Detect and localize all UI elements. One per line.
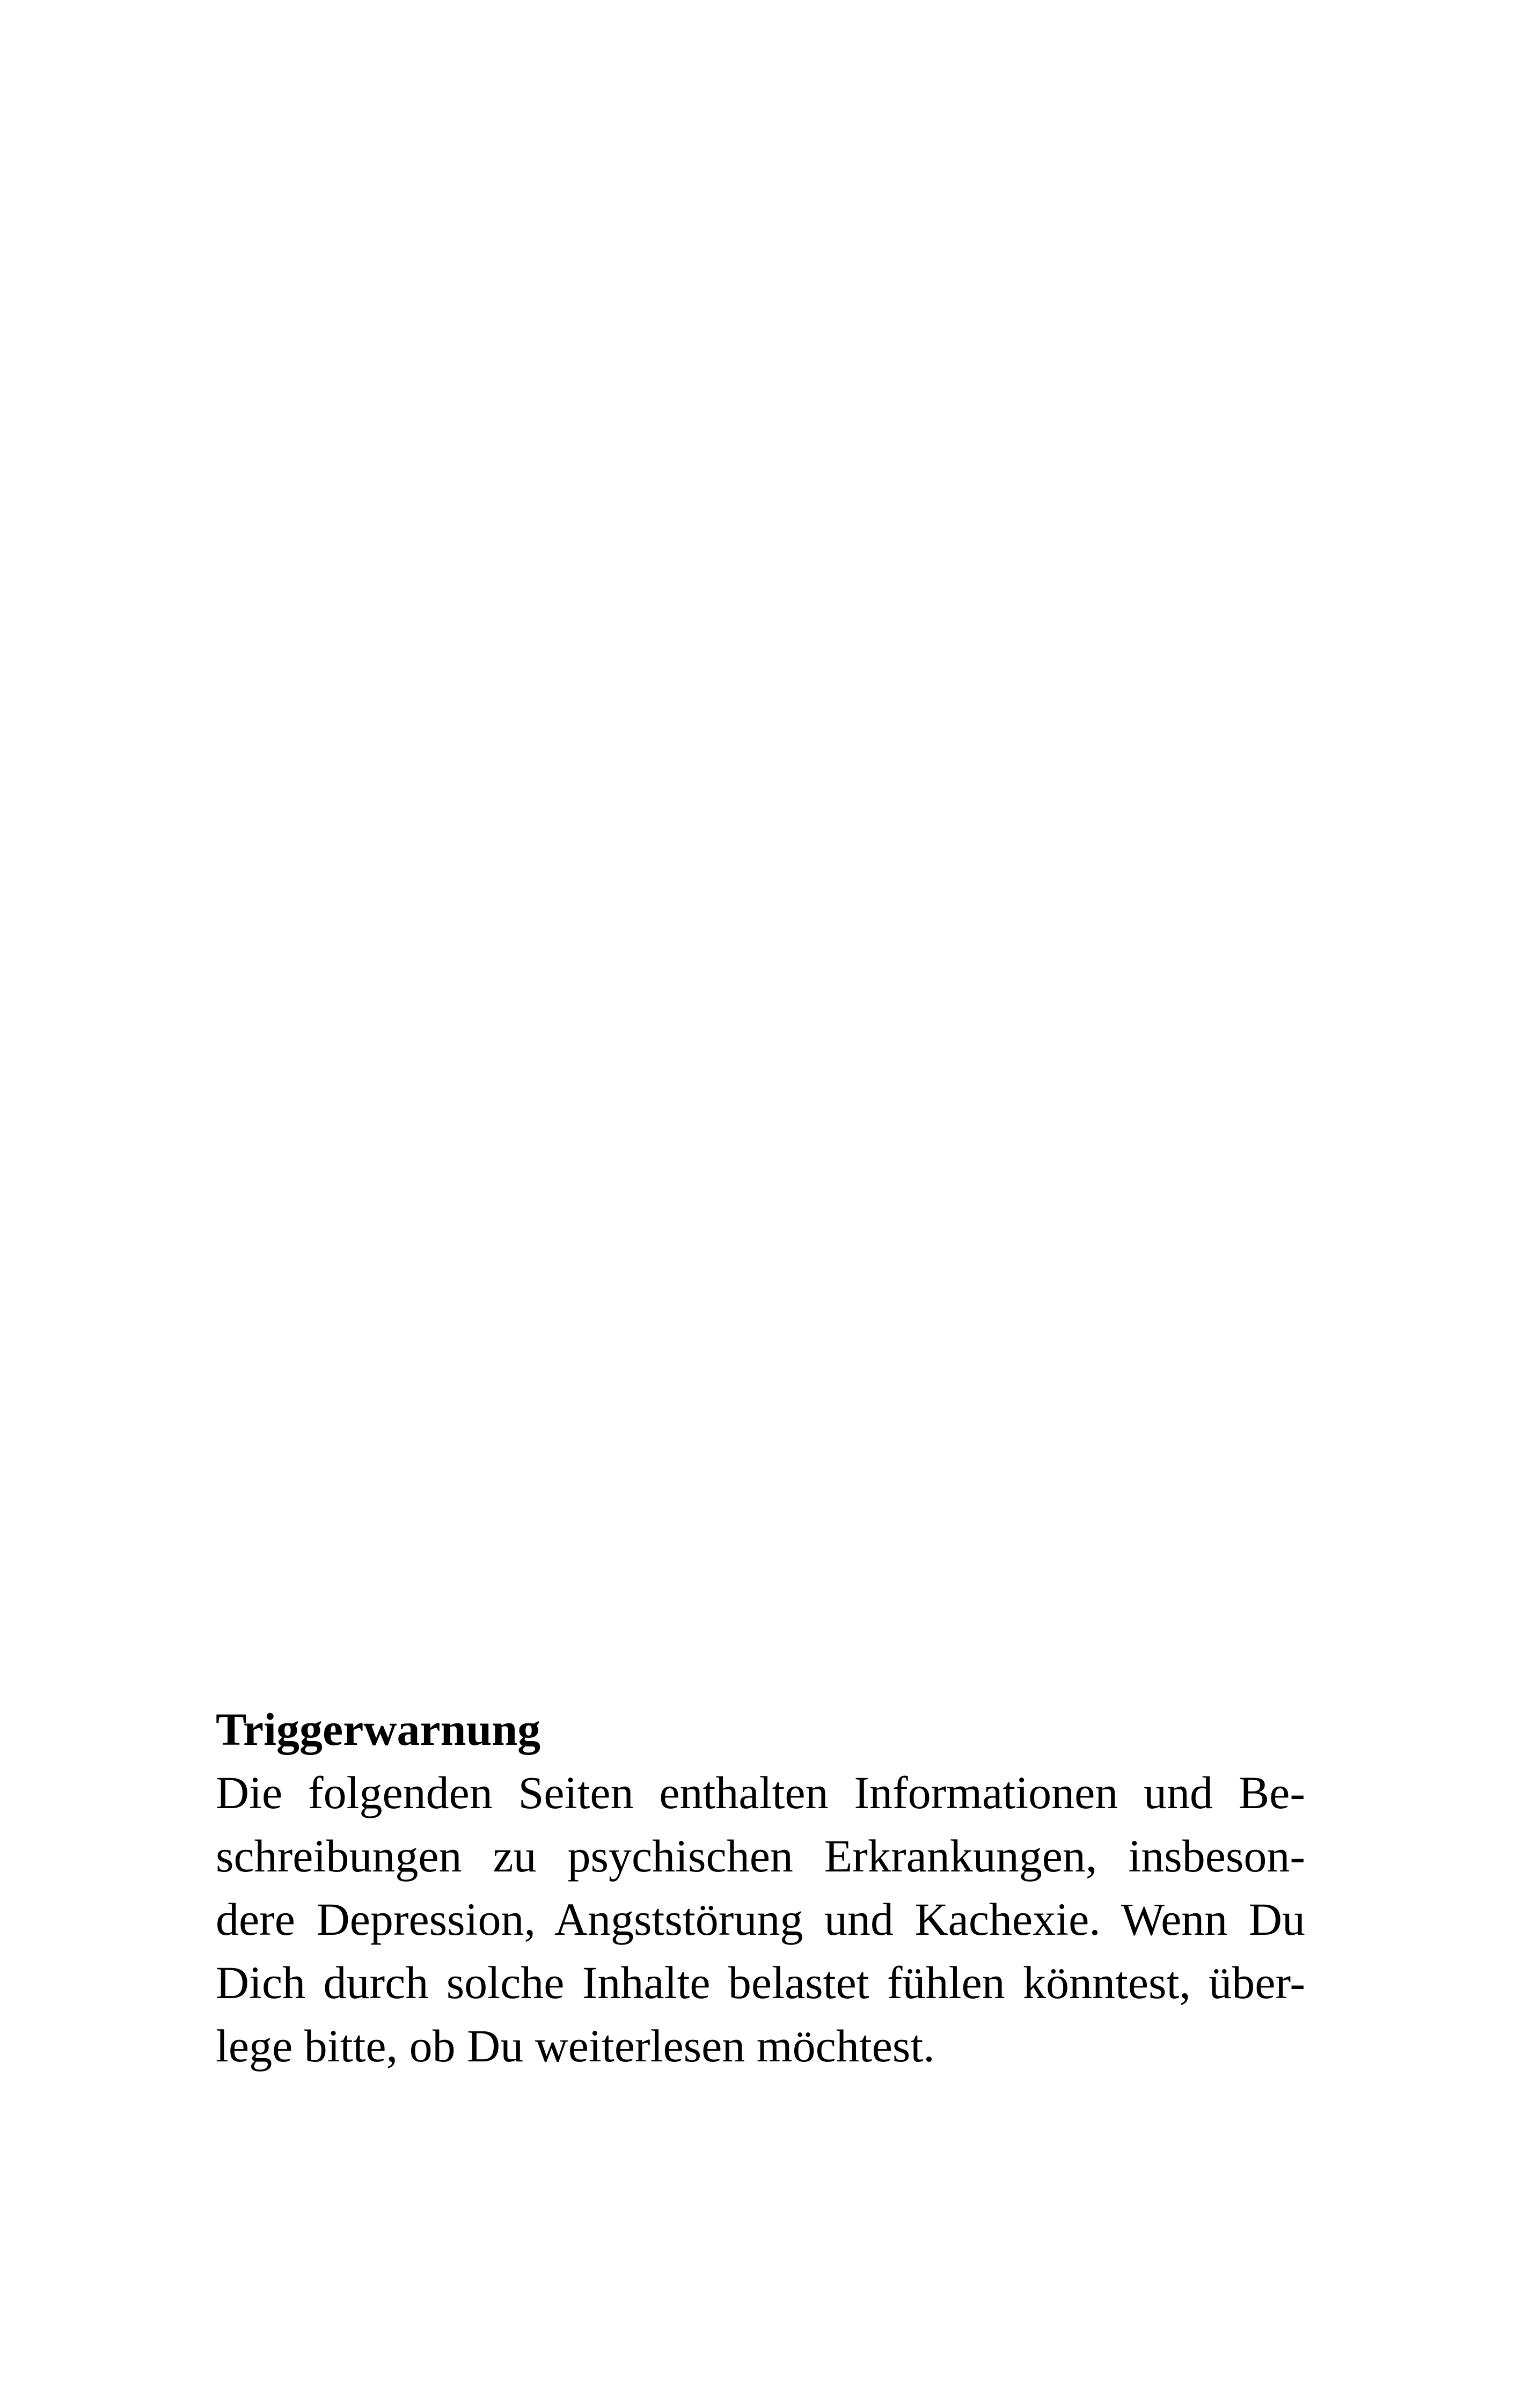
- paragraph-line: Dich durch solche Inhalte belastet fühlen könntest, über-: [216, 1957, 1305, 2008]
- paragraph-line: lege bitte, ob Du weiterlesen möchtest.: [216, 2020, 935, 2072]
- paragraph-line: dere Depression, Angststörung und Kachexie. Wenn Du: [216, 1893, 1305, 1945]
- paragraph-line: schreibungen zu psychischen Erkrankungen, insbeson-: [216, 1830, 1305, 1882]
- paragraph-line: Die folgenden Seiten enthalten Informationen und Be-: [216, 1767, 1305, 1818]
- trigger-warning-section: [216, 1698, 1305, 2077]
- section-heading: Triggerwarnung: [216, 1704, 541, 1755]
